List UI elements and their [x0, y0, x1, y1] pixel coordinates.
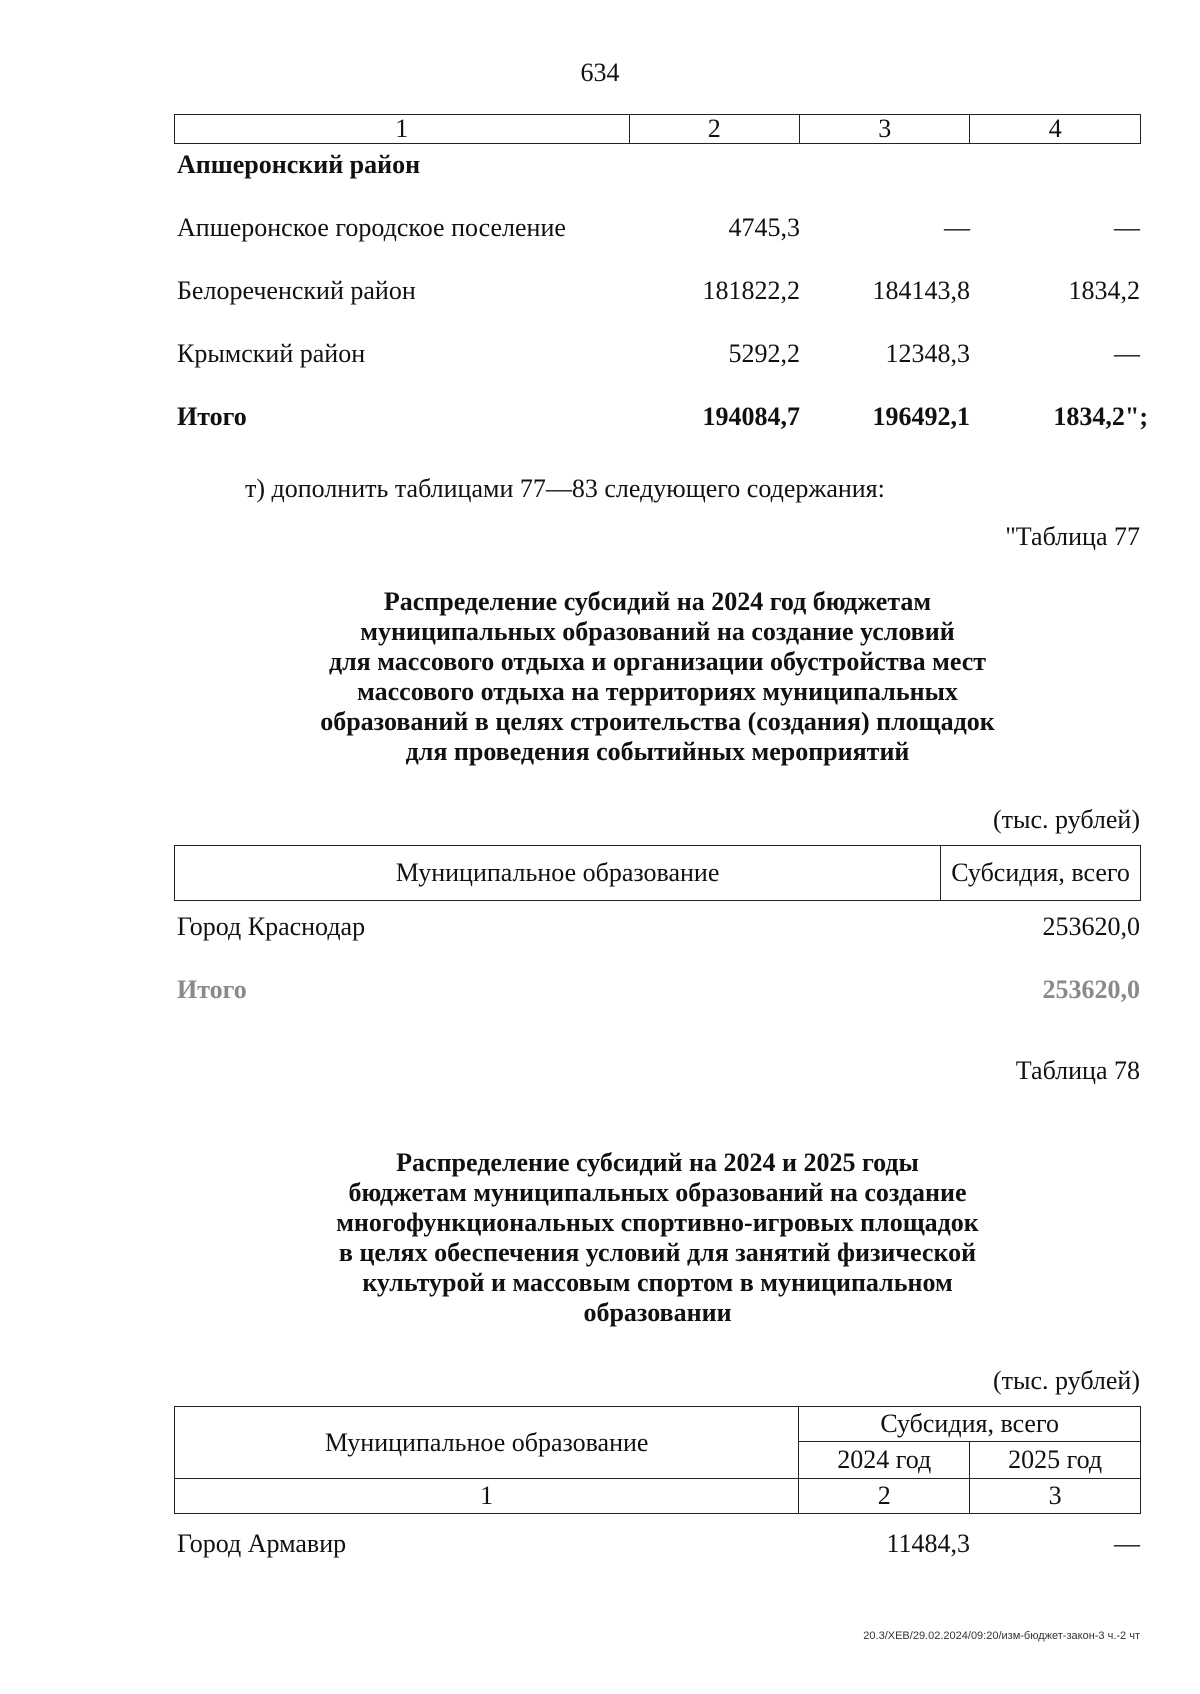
header-subsidy-total: Субсидия, всего [799, 1407, 1141, 1442]
row-value: — [1114, 339, 1140, 368]
col-number-2: 2 [799, 1479, 970, 1514]
table78-units: (тыс. рублей) [992, 1366, 1140, 1395]
col-number-1: 1 [175, 1479, 799, 1514]
table77-title [174, 587, 1141, 767]
title-line: массового отдыха на территориях муниципальных [357, 677, 958, 706]
row-value: — [944, 213, 970, 242]
prev-table-header [174, 114, 1141, 144]
total-value: 1834,2"; [1053, 402, 1148, 431]
col-number-1: 1 [175, 115, 630, 144]
total-label: Итого [177, 975, 247, 1004]
total-value: 253620,0 [1042, 975, 1140, 1004]
title-line: образовании [583, 1298, 732, 1327]
col-number-2: 2 [629, 115, 799, 144]
title-line: для проведения событийных мероприятий [405, 737, 910, 766]
title-line: бюджетам муниципальных образований на создание [348, 1178, 967, 1207]
row-value: — [1114, 213, 1140, 242]
title-line: муниципальных образований на создание условий [360, 617, 955, 646]
row-name: Крымский район [177, 339, 366, 368]
group-heading: Апшеронский район [177, 150, 421, 179]
table77-header [174, 845, 1141, 901]
table77-units: (тыс. рублей) [992, 805, 1140, 834]
col-number-4: 4 [970, 115, 1141, 144]
title-line: образований в целях строительства (создания) площадок [320, 707, 995, 736]
row-value: 184143,8 [872, 276, 970, 305]
title-line: многофункциональных спортивно-игровых площадок [336, 1208, 979, 1237]
row-value: 11484,3 [886, 1529, 970, 1558]
header-year-2024: 2024 год [799, 1442, 970, 1479]
total-value: 196492,1 [872, 402, 970, 431]
row-name: Белореченский район [177, 276, 416, 305]
row-name: Город Армавир [177, 1529, 347, 1558]
table78-header [174, 1406, 1141, 1514]
header-municipality: Муниципальное образование [175, 1407, 799, 1479]
row-name: Апшеронское городское поселение [177, 213, 566, 242]
row-value: 12348,3 [885, 339, 970, 368]
instruction-text: т) дополнить таблицами 77—83 следующего содержания: [245, 474, 885, 503]
col-number-3: 3 [800, 115, 970, 144]
header-municipality: Муниципальное образование [175, 846, 941, 901]
header-year-2025: 2025 год [970, 1442, 1141, 1479]
title-line: Распределение субсидий на 2024 год бюджетам [383, 587, 932, 616]
total-value: 194084,7 [702, 402, 800, 431]
row-name: Город Краснодар [177, 912, 366, 941]
table78-title [174, 1148, 1141, 1328]
row-value: — [1114, 1529, 1140, 1558]
title-line: Распределение субсидий на 2024 и 2025 годы [396, 1148, 919, 1177]
header-subsidy-total: Субсидия, всего [941, 846, 1141, 901]
col-number-3: 3 [970, 1479, 1141, 1514]
row-value: 4745,3 [728, 213, 800, 242]
row-value: 181822,2 [702, 276, 800, 305]
row-value: 1834,2 [1068, 276, 1140, 305]
title-line: для массового отдыха и организации обустройства мест [328, 647, 987, 676]
row-value: 5292,2 [728, 339, 800, 368]
table78-label: Таблица 78 [1015, 1056, 1140, 1085]
document-footer: 20.3/ХЕВ/29.02.2024/09:20/изм-бюджет-закон-3 ч.-2 чт [863, 1630, 1140, 1642]
row-value: 253620,0 [1042, 912, 1140, 941]
title-line: в целях обеспечения условий для занятий физической [338, 1238, 977, 1267]
title-line: культурой и массовым спортом в муниципальном [362, 1268, 953, 1297]
page-number: 634 [580, 58, 620, 87]
total-label: Итого [177, 402, 247, 431]
table77-label: "Таблица 77 [1005, 522, 1140, 551]
